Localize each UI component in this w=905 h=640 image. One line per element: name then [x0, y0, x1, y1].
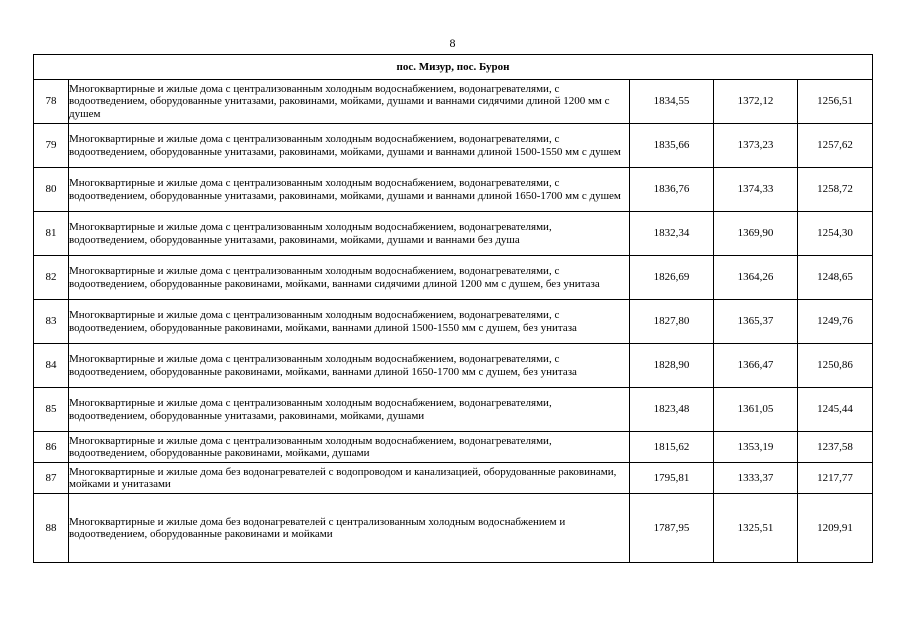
row-description: Многоквартирные и жилые дома без водонагревателей с централизованным холодным водоснабжением и водоотведением, оборудованные раковинами и мойками: [69, 494, 630, 563]
tariff-value-1: 1834,55: [630, 80, 714, 124]
row-number: 80: [34, 168, 69, 212]
tariff-value-3: 1209,91: [798, 494, 873, 563]
tariff-value-2: 1365,37: [714, 300, 798, 344]
table-row: [34, 432, 873, 463]
tariff-value-3: 1250,86: [798, 344, 873, 388]
row-number: 81: [34, 212, 69, 256]
row-description: Многоквартирные и жилые дома с централизованным холодным водоснабжением, водонагревателями, с водоотведением, оборудованные раковинами, мойками, ваннами длиной 1650-1700 мм с душем, без унитаза: [69, 344, 630, 388]
table-row: [34, 168, 873, 212]
tariff-value-1: 1836,76: [630, 168, 714, 212]
row-number: 86: [34, 432, 69, 463]
tariff-value-1: 1815,62: [630, 432, 714, 463]
row-number: 87: [34, 463, 69, 494]
tariff-value-2: 1369,90: [714, 212, 798, 256]
tariff-value-3: 1237,58: [798, 432, 873, 463]
tariff-value-3: 1257,62: [798, 124, 873, 168]
tariff-value-3: 1248,65: [798, 256, 873, 300]
tariff-value-1: 1795,81: [630, 463, 714, 494]
tariff-value-3: 1249,76: [798, 300, 873, 344]
tariff-value-2: 1374,33: [714, 168, 798, 212]
row-description: Многоквартирные и жилые дома с централизованным холодным водоснабжением, водонагревателями, с водоотведением, оборудованные унитазами, раковинами, мойками, душами и ваннами длиной 1500-1550 мм с душем: [69, 124, 630, 168]
row-description: Многоквартирные и жилые дома с централизованным холодным водоснабжением, водонагревателями, водоотведением, оборудованные раковинами, мойками, душами: [69, 432, 630, 463]
tariff-value-1: 1787,95: [630, 494, 714, 563]
tariff-value-2: 1366,47: [714, 344, 798, 388]
tariff-value-3: 1245,44: [798, 388, 873, 432]
tariff-value-1: 1827,80: [630, 300, 714, 344]
table-row: [34, 212, 873, 256]
row-number: 85: [34, 388, 69, 432]
tariff-table: [33, 54, 873, 563]
tariff-value-2: 1361,05: [714, 388, 798, 432]
row-number: 83: [34, 300, 69, 344]
tariff-value-3: 1217,77: [798, 463, 873, 494]
tariff-value-2: 1372,12: [714, 80, 798, 124]
tariff-value-3: 1254,30: [798, 212, 873, 256]
row-description: Многоквартирные и жилые дома с централизованным холодным водоснабжением, водонагревателями, водоотведением, оборудованные унитазами, раковинами, мойками, душами и ваннами без душа: [69, 212, 630, 256]
tariff-value-1: 1835,66: [630, 124, 714, 168]
table-row: [34, 256, 873, 300]
tariff-value-3: 1258,72: [798, 168, 873, 212]
tariff-value-1: 1828,90: [630, 344, 714, 388]
row-description: Многоквартирные и жилые дома с централизованным холодным водоснабжением, водонагревателями, с водоотведением, оборудованные унитазами, раковинами, мойками, душами и ваннами сидячими длиной 1200 мм с душем: [69, 80, 630, 124]
row-description: Многоквартирные и жилые дома с централизованным холодным водоснабжением, водонагревателями, с водоотведением, оборудованные унитазами, раковинами, мойками, душами и ваннами длиной 1650-1700 мм с душем: [69, 168, 630, 212]
tariff-value-1: 1826,69: [630, 256, 714, 300]
table-row: [34, 494, 873, 563]
row-description: Многоквартирные и жилые дома с централизованным холодным водоснабжением, водонагревателями, с водоотведением, оборудованные раковинами, мойками, ваннами сидячими длиной 1200 мм с душем, без унитаза: [69, 256, 630, 300]
row-number: 84: [34, 344, 69, 388]
tariff-value-2: 1353,19: [714, 432, 798, 463]
page-number: 8: [449, 36, 456, 50]
row-description: Многоквартирные и жилые дома без водонагревателей с водопроводом и канализацией, оборудованные раковинами, мойками и унитазами: [69, 463, 630, 494]
tariff-value-1: 1832,34: [630, 212, 714, 256]
tariff-value-2: 1333,37: [714, 463, 798, 494]
table-row: [34, 300, 873, 344]
tariff-value-2: 1373,23: [714, 124, 798, 168]
tariff-value-2: 1325,51: [714, 494, 798, 563]
row-number: 78: [34, 80, 69, 124]
table-row: [34, 80, 873, 124]
row-description: Многоквартирные и жилые дома с централизованным холодным водоснабжением, водонагревателями, водоотведением, оборудованные унитазами, раковинами, мойками, душами: [69, 388, 630, 432]
section-header-row: [34, 55, 873, 80]
table-row: [34, 463, 873, 494]
section-title: пос. Мизур, пос. Бурон: [34, 55, 873, 80]
tariff-value-1: 1823,48: [630, 388, 714, 432]
row-description: Многоквартирные и жилые дома с централизованным холодным водоснабжением, водонагревателями, с водоотведением, оборудованные раковинами, мойками, ваннами длиной 1500-1550 мм с душем, без унитаза: [69, 300, 630, 344]
table-row: [34, 124, 873, 168]
table-row: [34, 388, 873, 432]
row-number: 88: [34, 494, 69, 563]
tariff-value-2: 1364,26: [714, 256, 798, 300]
row-number: 82: [34, 256, 69, 300]
table-row: [34, 344, 873, 388]
row-number: 79: [34, 124, 69, 168]
tariff-value-3: 1256,51: [798, 80, 873, 124]
